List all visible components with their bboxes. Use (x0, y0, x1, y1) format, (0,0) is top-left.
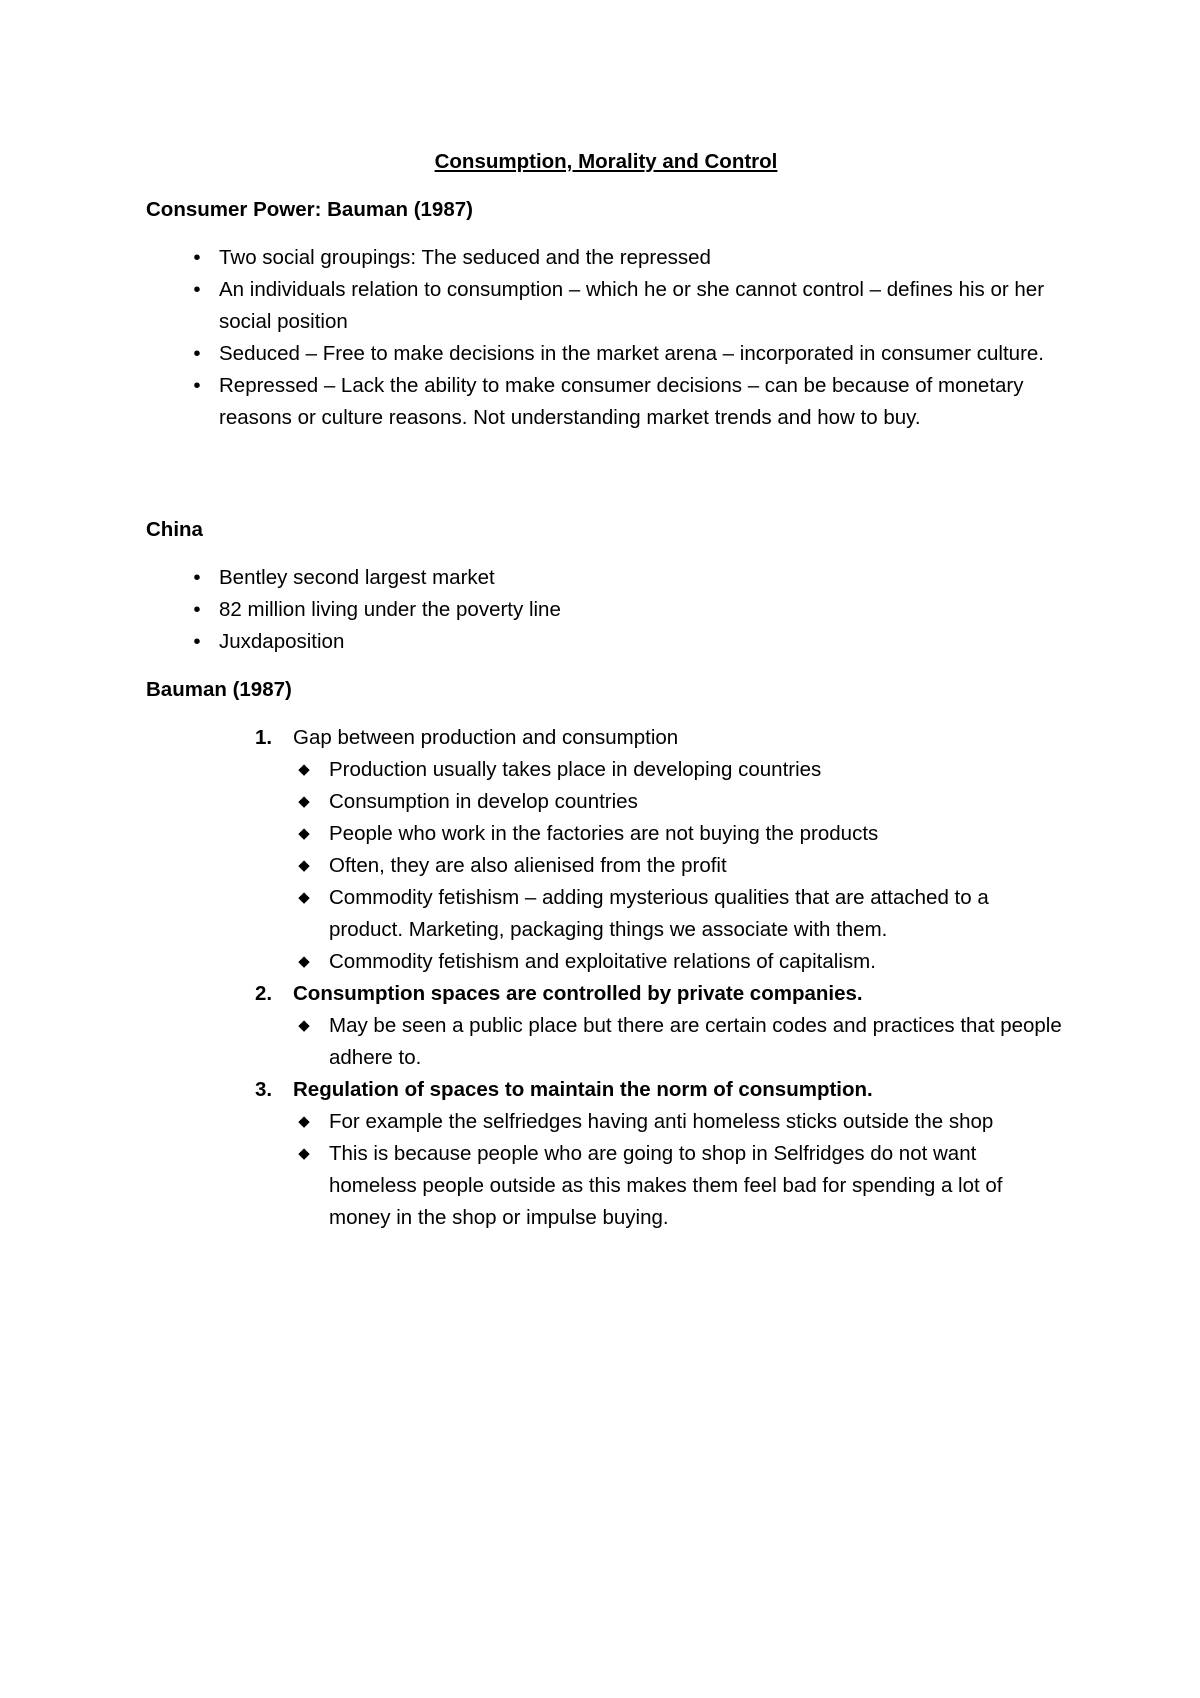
numbered-item-text: Gap between production and consumption (293, 726, 679, 749)
bullet-icon: • (193, 342, 201, 365)
sub-list (293, 1010, 1066, 1074)
sub-list-item (293, 946, 1066, 978)
sub-list-item (293, 850, 1066, 882)
bullet-list-consumer-power (146, 242, 1066, 434)
item-number: 3. (255, 1078, 273, 1101)
numbered-item-text: Consumption spaces are controlled by private companies. (293, 982, 863, 1005)
sub-list-item (293, 786, 1066, 818)
sub-item-text: People who work in the factories are not buying the products (329, 822, 879, 845)
bullet-icon: • (193, 598, 201, 621)
list-item-text: An individuals relation to consumption – which he or she cannot control – defines his or her social position (219, 278, 1045, 333)
sub-item-text: May be seen a public place but there are certain codes and practices that people adhere to. (329, 1014, 1062, 1069)
list-item (146, 338, 1066, 370)
sub-list-item (293, 818, 1066, 850)
list-item (146, 242, 1066, 274)
spacer (146, 434, 1066, 514)
bullet-list-china (146, 562, 1066, 658)
numbered-list-bauman (146, 722, 1066, 1234)
bullet-icon: • (193, 278, 201, 301)
diamond-bullet-icon: ◆ (298, 761, 310, 778)
list-item (146, 562, 1066, 594)
diamond-bullet-icon: ◆ (298, 1145, 310, 1162)
bullet-icon: • (193, 630, 201, 653)
sub-item-text: Commodity fetishism and exploitative relations of capitalism. (329, 950, 876, 973)
sub-list-item (293, 1138, 1066, 1234)
list-item-text: 82 million living under the poverty line (219, 598, 561, 621)
section-heading-bauman: Bauman (1987) (146, 678, 292, 701)
section-heading-china: China (146, 518, 203, 541)
diamond-bullet-icon: ◆ (298, 793, 310, 810)
spacer (146, 658, 1066, 674)
sub-item-text: For example the selfriedges having anti homeless sticks outside the shop (329, 1110, 994, 1133)
sub-list-item (293, 882, 1066, 946)
numbered-item (146, 722, 1066, 978)
bullet-icon: • (193, 374, 201, 397)
bullet-icon: • (193, 246, 201, 269)
list-item-text: Bentley second largest market (219, 566, 495, 589)
item-number: 2. (255, 982, 273, 1005)
list-item-text: Repressed – Lack the ability to make consumer decisions – can be because of monetary reasons or culture reasons. Not understanding market trends and how to buy. (219, 374, 1024, 429)
sub-list (293, 1106, 1066, 1234)
numbered-item-text: Regulation of spaces to maintain the norm of consumption. (293, 1078, 873, 1101)
diamond-bullet-icon: ◆ (298, 857, 310, 874)
diamond-bullet-icon: ◆ (298, 1017, 310, 1034)
bullet-icon: • (193, 566, 201, 589)
sub-list-item (293, 754, 1066, 786)
diamond-bullet-icon: ◆ (298, 953, 310, 970)
document-title: Consumption, Morality and Control (434, 150, 778, 173)
document-body (146, 146, 1066, 1234)
list-item-text: Juxdaposition (219, 630, 345, 653)
diamond-bullet-icon: ◆ (298, 1113, 310, 1130)
sub-item-text: Commodity fetishism – adding mysterious qualities that are attached to a product. Marketing, packaging things we associate with them. (329, 886, 989, 941)
numbered-item (146, 978, 1066, 1074)
sub-item-text: Often, they are also alienised from the profit (329, 854, 727, 877)
diamond-bullet-icon: ◆ (298, 889, 310, 906)
sub-list (293, 754, 1066, 978)
list-item-text: Seduced – Free to make decisions in the market arena – incorporated in consumer culture. (219, 342, 1044, 365)
list-item (146, 274, 1066, 338)
item-number: 1. (255, 726, 273, 749)
list-item (146, 594, 1066, 626)
list-item (146, 370, 1066, 434)
sub-item-text: This is because people who are going to shop in Selfridges do not want homeless people outside as this makes them feel bad for spending a lot of money in the shop or impulse buying. (329, 1142, 1003, 1229)
sub-item-text: Consumption in develop countries (329, 790, 638, 813)
sub-list-item (293, 1106, 1066, 1138)
sub-item-text: Production usually takes place in developing countries (329, 758, 822, 781)
list-item-text: Two social groupings: The seduced and the repressed (219, 246, 711, 269)
list-item (146, 626, 1066, 658)
sub-list-item (293, 1010, 1066, 1074)
diamond-bullet-icon: ◆ (298, 825, 310, 842)
numbered-item (146, 1074, 1066, 1234)
section-heading-consumer-power: Consumer Power: Bauman (1987) (146, 198, 473, 221)
